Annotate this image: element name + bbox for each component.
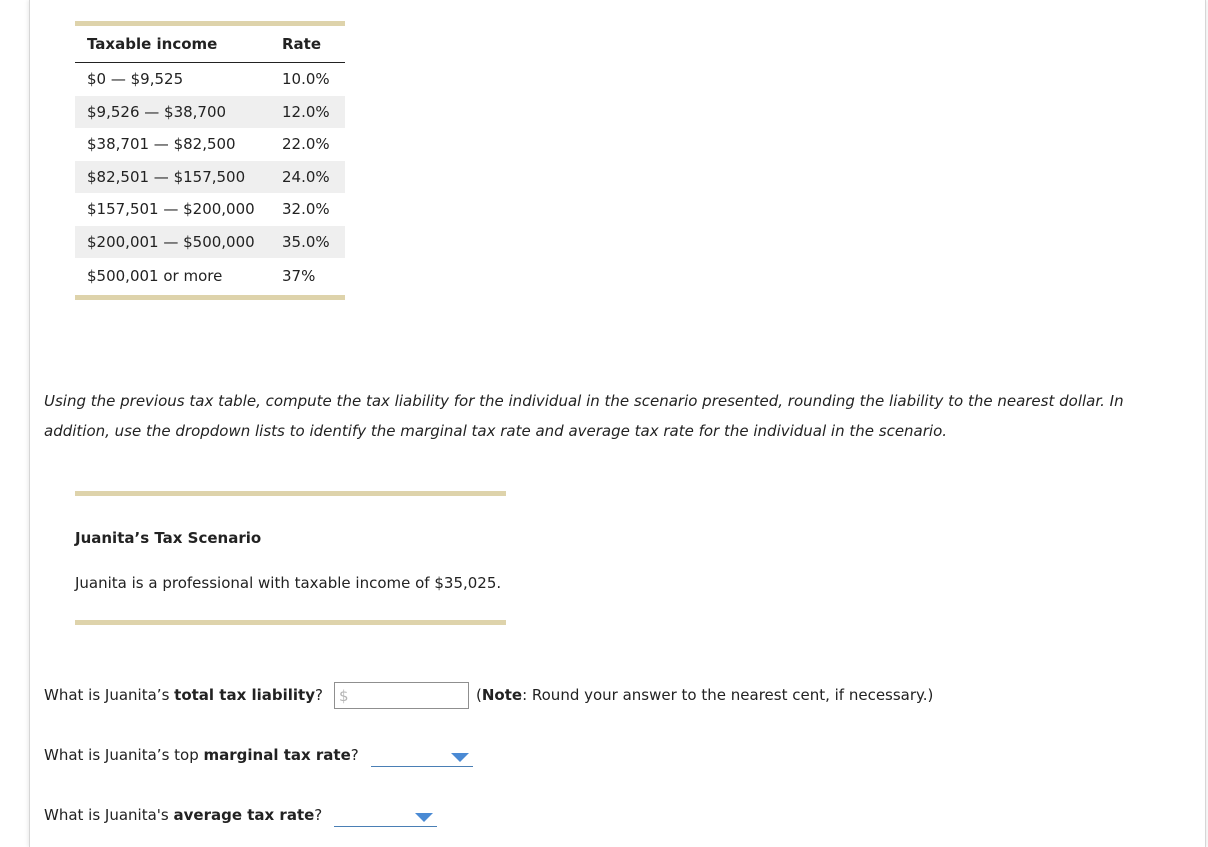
income-cell: $38,701 — $82,500 [87,135,236,154]
question-text: What is Juanita’s [44,686,175,704]
table-row [75,96,345,129]
note-text: : Round your answer to the nearest cent, if necessary.) [522,686,934,704]
tax-liability-field[interactable] [334,682,469,709]
instructions-text: Using the previous tax table, compute the tax liability for the individual in the scenario presented, rounding the liability to the nearest dollar. In addition, use the dropdown lists to identify the marginal tax rate and average tax rate for the individual in the scenario. [44,392,1124,440]
scenario-box [75,491,506,625]
chevron-down-icon [451,753,469,762]
question-emphasis: total tax liability [174,686,315,704]
question-mark: ? [350,746,359,764]
question-emphasis: average tax rate [173,806,315,824]
rounding-note [476,686,933,704]
income-cell: $0 — $9,525 [87,70,184,89]
rate-cell: 22.0% [282,135,330,154]
tax-liability-input[interactable] [353,683,467,710]
rate-cell: 12.0% [270,96,345,129]
header-taxable-income: Taxable income [75,24,270,63]
table-row [75,128,345,161]
question-page [29,0,1206,847]
question-mark: ? [315,686,323,704]
rate-cell: 24.0% [270,161,345,194]
income-cell: $82,501 — $157,500 [75,161,270,194]
rate-cell: 35.0% [270,226,345,259]
table-row [75,226,345,259]
note-label: Note [481,686,523,704]
table-row [75,63,345,96]
income-cell: $157,501 — $200,000 [87,200,255,219]
income-cell: $9,526 — $38,700 [75,96,270,129]
scenario-title: Juanita’s Tax Scenario [75,529,262,547]
question-emphasis: marginal tax rate [203,746,351,764]
income-cell: $200,001 — $500,000 [75,226,270,259]
table-row [75,193,345,226]
rate-cell: 32.0% [282,200,330,219]
note-open: ( [476,686,482,704]
header-rate: Rate [270,24,345,63]
question-mark: ? [314,806,323,824]
scenario-text: Juanita is a professional with taxable income of $35,025. [75,574,502,592]
marginal-rate-dropdown[interactable] [371,749,473,767]
dollar-prefix: $ [339,687,349,705]
question-text: What is Juanita’s top [44,746,204,764]
question-average-tax-rate [44,806,322,824]
income-cell: $500,001 or more [87,266,223,285]
rate-cell: 10.0% [282,70,330,89]
average-rate-dropdown[interactable] [334,809,437,827]
question-total-tax-liability [44,686,323,704]
question-text: What is Juanita's [44,806,174,824]
rate-cell: 37% [282,266,316,285]
tax-rate-table [75,21,345,300]
table-row [75,258,345,298]
table-row [75,161,345,194]
table-header-row [75,24,345,63]
question-marginal-tax-rate [44,746,359,764]
chevron-down-icon [415,813,433,822]
